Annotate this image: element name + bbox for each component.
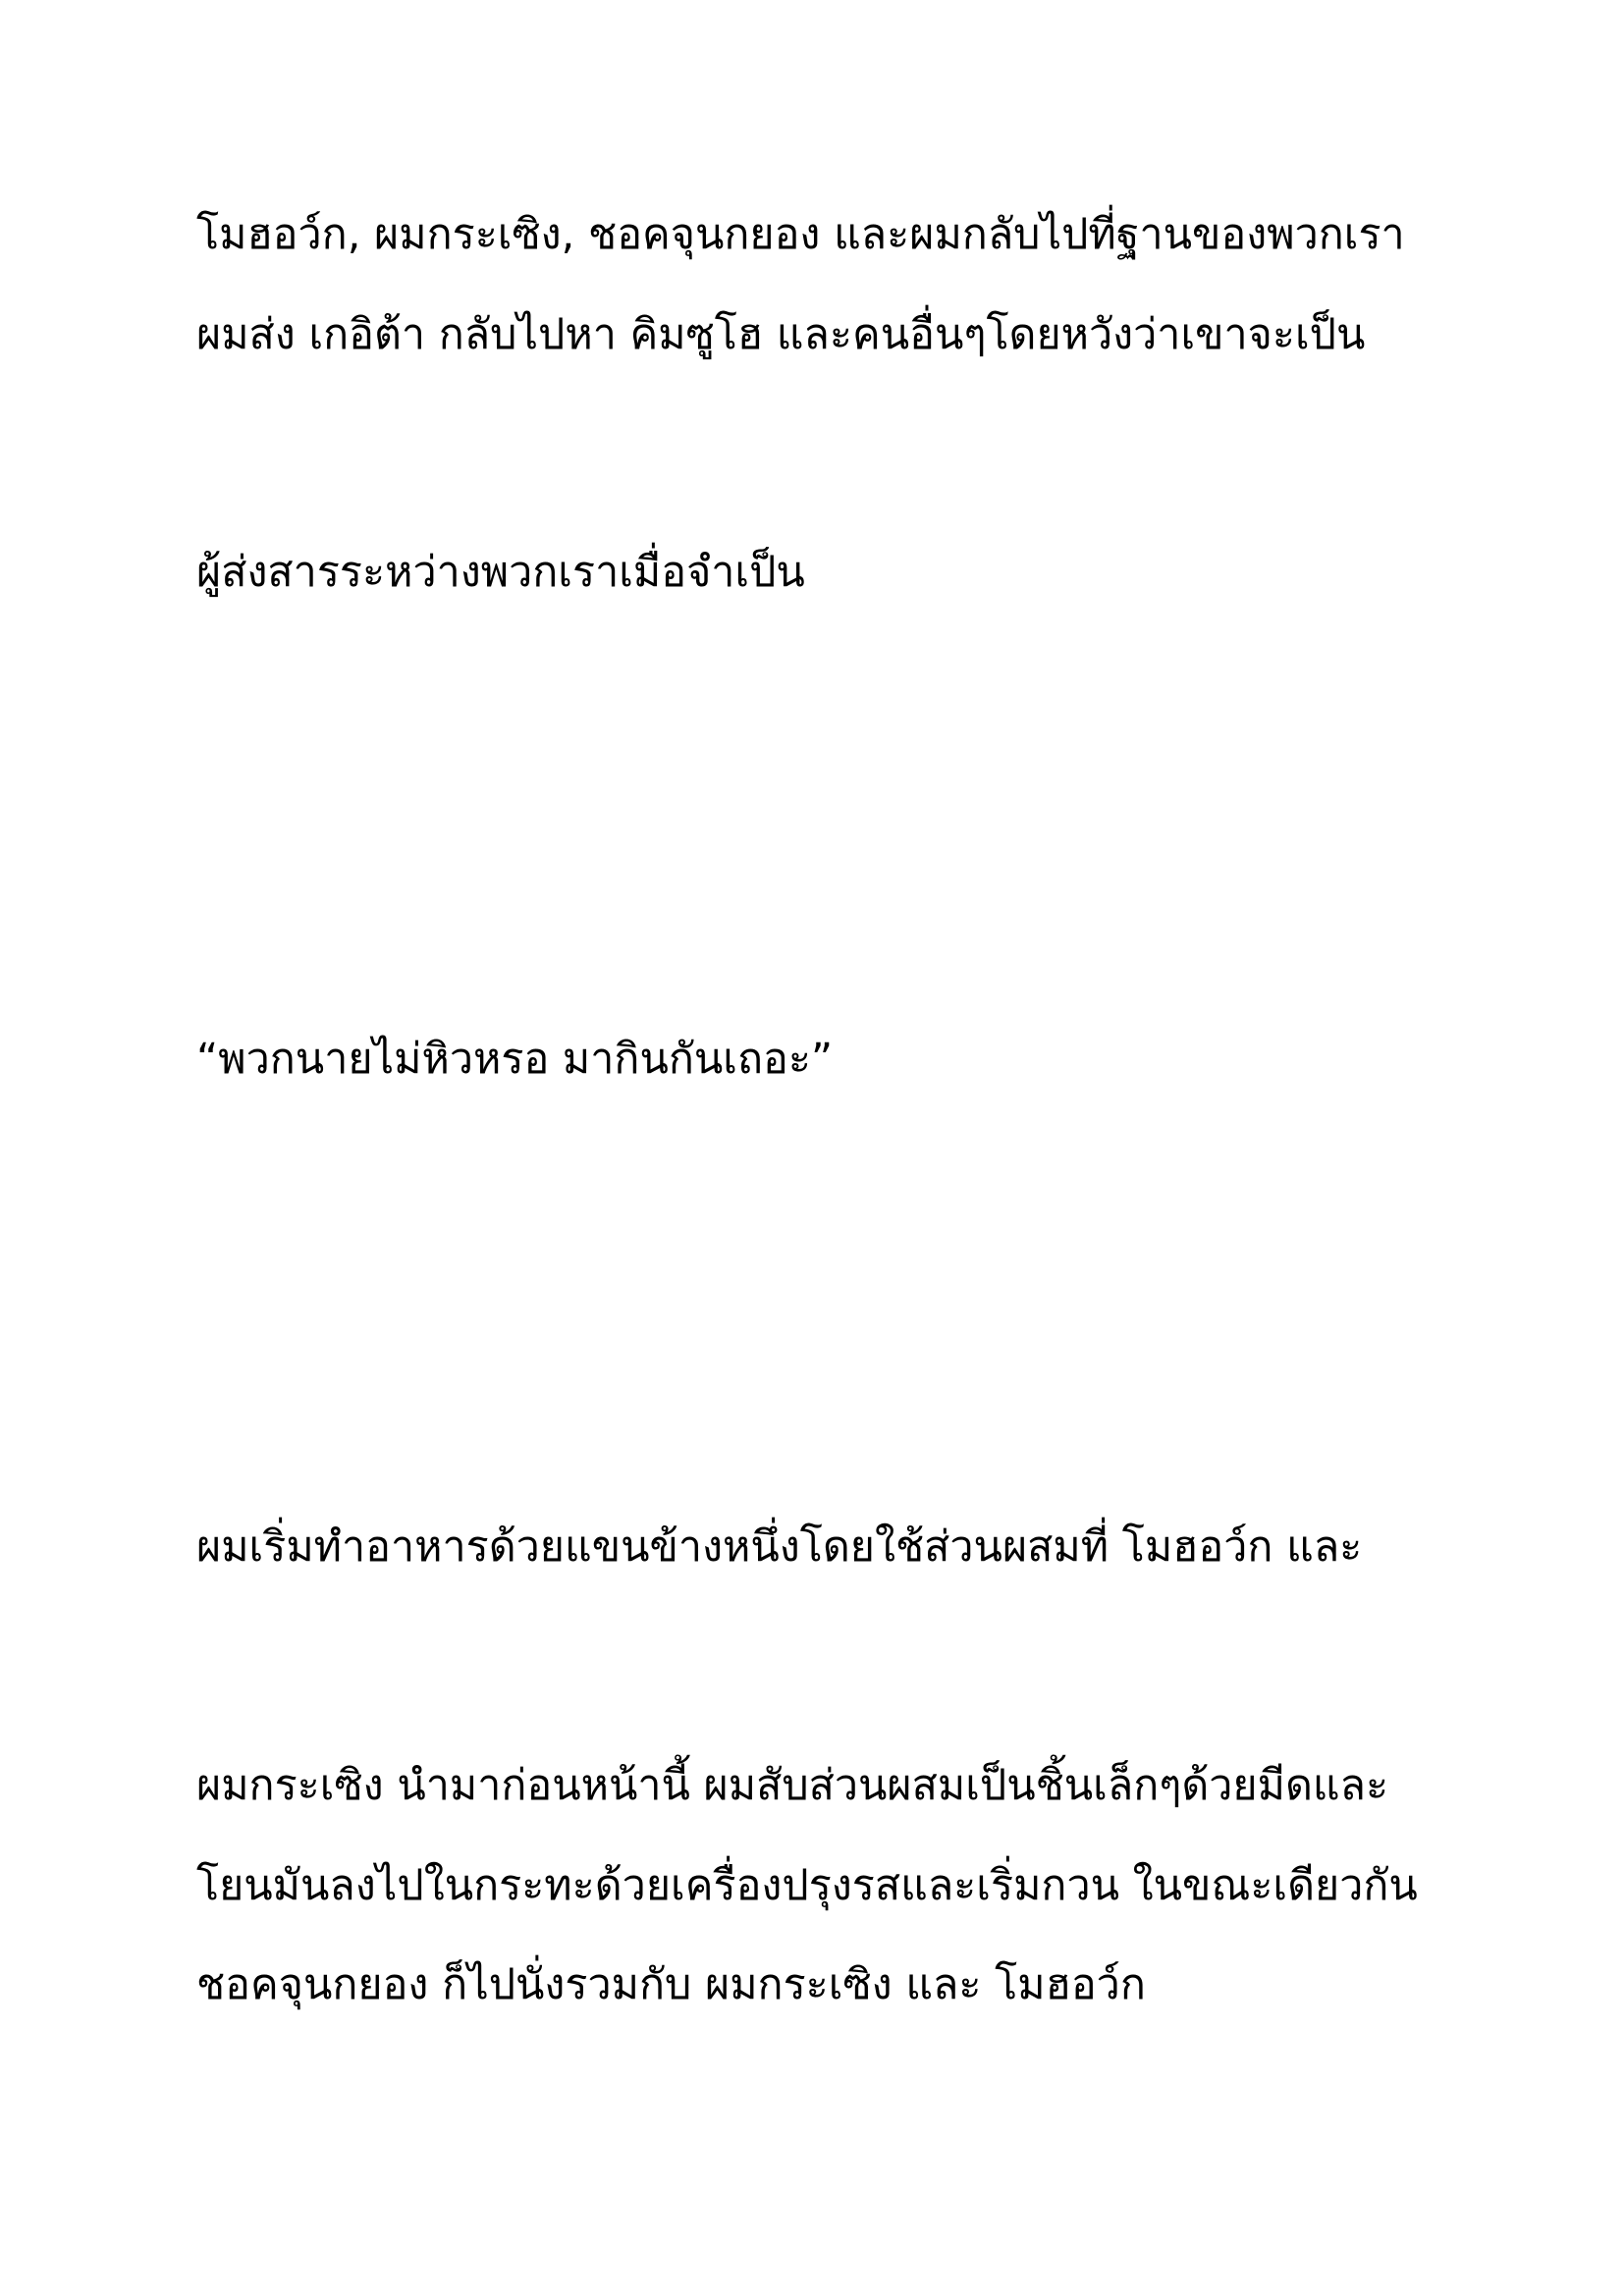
text-line: โมฮอว์ก, ผมกระเซิง, ชอคจุนกยอง และผมกลับไปที่ฐานของพวกเรา <box>196 210 1405 259</box>
text-line: ผมเริ่มทำอาหารด้วยแขนข้างหนึ่งโดยใช้ส่วนผสมที่ โมฮอว์ก และ <box>196 1522 1363 1572</box>
text-line: โยนมันลงไปในกระทะด้วยเครื่องปรุงรสและเริ่มกวน ในขณะเดียวกัน <box>196 1861 1418 1910</box>
dialogue-line: “พวกนายไม่หิวหรอ มากินกันเถอะ” <box>196 1035 834 1084</box>
text-line: ผมส่ง เกอิต้า กลับไปหา คิมซูโฮ และคนอื่นๆโดยหวังว่าเขาจะเป็น <box>196 310 1366 359</box>
text-line: ชอคจุนกยอง ก็ไปนั่งรวมกับ ผมกระเซิง และ โมฮอว์ก <box>196 1960 1146 2009</box>
text-line: ผู้ส่งสารระหว่างพวกเราเมื่อจำเป็น <box>196 548 805 597</box>
text-line: ผมกระเซิง นำมาก่อนหน้านี้ ผมสับส่วนผสมเป็นชิ้นเล็กๆด้วยมีดและ <box>196 1761 1389 1810</box>
